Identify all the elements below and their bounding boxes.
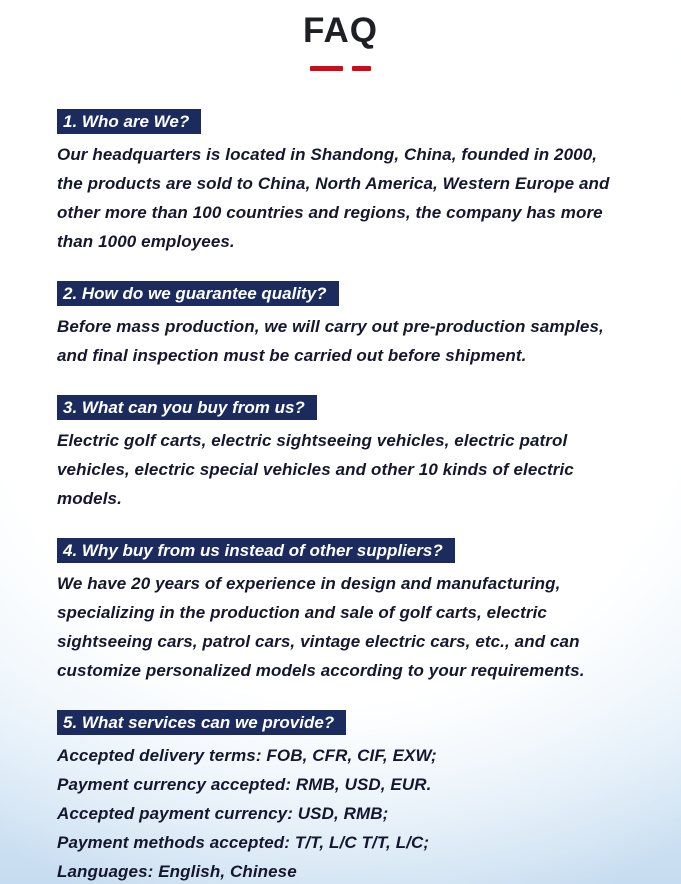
faq-item	[57, 395, 623, 513]
faq-answer	[57, 741, 623, 884]
faq-answer: Our headquarters is located in Shandong, China, founded in 2000, the products are sold to China, North America, Western Europe and other more than 100 countries and regions, the company has more than 1000 employees.	[57, 145, 610, 251]
faq-question-row	[57, 710, 623, 735]
faq-question: 3. What can you buy from us?	[57, 395, 317, 420]
faq-answer: We have 20 years of experience in design and manufacturing, specializing in the production and sale of golf carts, electric sightseeing cars, patrol cars, vintage electric cars, etc., and can customize personalized models according to your requirements.	[57, 574, 585, 680]
faq-question: 4. Why buy from us instead of other suppliers?	[57, 538, 455, 563]
title-divider	[0, 66, 681, 71]
faq-item	[57, 538, 623, 685]
faq-question-row	[57, 281, 623, 306]
faq-item	[57, 710, 623, 884]
faq-question-row	[57, 109, 623, 134]
faq-answer-line: Accepted payment currency: USD, RMB;	[57, 804, 389, 823]
faq-item	[57, 109, 623, 256]
faq-question-row	[57, 538, 623, 563]
faq-answer-line: Accepted delivery terms: FOB, CFR, CIF, EXW;	[57, 746, 437, 765]
faq-question-row	[57, 395, 623, 420]
page-title: FAQ	[303, 11, 378, 50]
faq-answer: Before mass production, we will carry out pre-production samples, and final inspection must be carried out before shipment.	[57, 317, 604, 365]
faq-answer: Electric golf carts, electric sightseeing vehicles, electric patrol vehicles, electric special vehicles and other 10 kinds of electric models.	[57, 431, 574, 508]
divider-dash-icon	[310, 66, 343, 71]
faq-answer-line: Payment currency accepted: RMB, USD, EUR.	[57, 775, 432, 794]
faq-question: 2. How do we guarantee quality?	[57, 281, 339, 306]
faq-question: 5. What services can we provide?	[57, 710, 346, 735]
faq-list	[0, 109, 681, 884]
faq-answer-line: Payment methods accepted: T/T, L/C T/T, L/C;	[57, 833, 430, 852]
faq-item	[57, 281, 623, 370]
divider-dash-icon	[352, 66, 371, 71]
faq-answer-line: Languages: English, Chinese	[57, 862, 297, 881]
faq-question: 1. Who are We?	[57, 109, 201, 134]
